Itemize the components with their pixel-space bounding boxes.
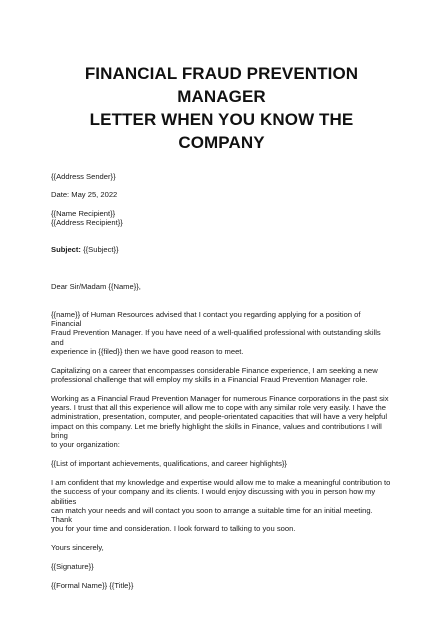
paragraph-line: Working as a Financial Fraud Prevention Manager for numerous Finance corporations in the past six [51, 393, 389, 403]
letter-body [51, 172, 392, 590]
paragraph-3 [51, 394, 392, 450]
signature: {{Signature}} [51, 562, 94, 572]
letter-date: Date: May 25, 2022 [51, 190, 118, 200]
address-recipient: {{Address Recipient}} [51, 217, 123, 227]
achievements-placeholder: {{List of important achievements, qualifications, and career highlights}} [51, 459, 287, 469]
paragraph-4 [51, 478, 392, 534]
subject-label: Subject: [51, 245, 81, 255]
paragraph-1 [51, 310, 392, 356]
closing: Yours sincerely, [51, 543, 104, 553]
formal-name: {{Formal Name}} {{Title}} [51, 580, 134, 590]
paragraph-line: Fraud Prevention Manager. If you have need of a well-qualified professional with outstanding skills and [51, 328, 381, 347]
paragraph-line: administration, presentation, computer, and people-orientated capacities that will have a very helpful [51, 412, 388, 422]
document-title [51, 62, 392, 154]
paragraph-2 [51, 366, 392, 385]
subject-value: {{Subject}} [80, 245, 119, 255]
name-recipient: {{Name Recipient}} [51, 208, 116, 218]
title-line-1: FINANCIAL FRAUD PREVENTION MANAGER [84, 64, 359, 106]
paragraph-line: you for your time and consideration. I look forward to talking to you soon. [51, 524, 296, 534]
letter-page [0, 62, 440, 631]
paragraph-line: {{name}} of Human Resources advised that I contact you regarding applying for a position of Financial [51, 309, 361, 329]
paragraph-line: can match your needs and will contact you soon to arrange a suitable time for an initial meeting. Thank [51, 505, 373, 525]
paragraph-line: to your organization: [51, 440, 120, 450]
paragraph-line: Capitalizing on a career that encompasses considerable Finance experience, I am seeking a new [51, 365, 378, 375]
address-sender: {{Address Sender}} [51, 172, 116, 181]
paragraph-line: years. I trust that all this experience will allow me to cope with any similar role very easily. I have the [51, 403, 386, 413]
paragraph-line: impact on this company. Let me briefly highlight the skills in Finance, values and contributions I will bring [51, 421, 382, 441]
subject-line [51, 245, 392, 254]
salutation: Dear Sir/Madam {{Name}}, [51, 282, 141, 292]
paragraph-line: professional challenge that will employ my skills in a Financial Fraud Prevention Manager role. [51, 375, 368, 385]
paragraph-line: the success of your company and its clients. I would enjoy discussing with you in person how my abilities [51, 487, 376, 506]
paragraph-line: I am confident that my knowledge and expertise would allow me to make a meaningful contribution to [51, 477, 391, 487]
title-line-2: LETTER WHEN YOU KNOW THE COMPANY [89, 110, 354, 152]
paragraph-line: experience in {{filed}} then we have good reason to meet. [51, 346, 244, 356]
